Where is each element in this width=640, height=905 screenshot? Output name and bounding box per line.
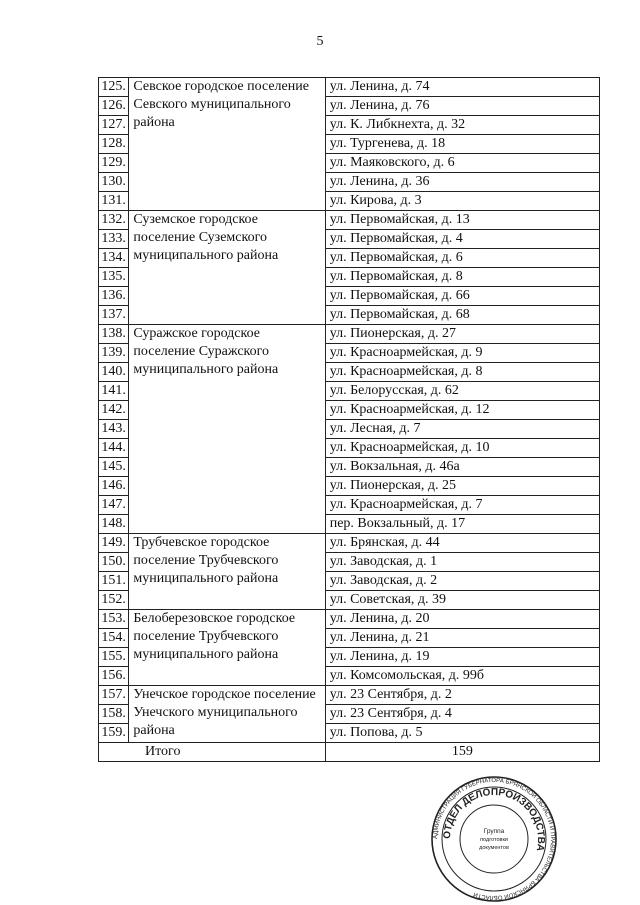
address-cell: ул. Ленина, д. 21 bbox=[325, 629, 599, 648]
address-cell: ул. Первомайская, д. 68 bbox=[325, 306, 599, 325]
address-cell: ул. Лесная, д. 7 bbox=[325, 420, 599, 439]
stamp-center-line-1: Группа bbox=[483, 828, 505, 835]
stamp-ring-text: АДМИНИСТРАЦИЯ ГУБЕРНАТОРА БРЯНСКОЙ ОБЛАСТИ И ПРАВИТЕЛЬСТВА БРЯНСКОЙ ОБЛАСТИ bbox=[432, 777, 556, 901]
row-number: 136. bbox=[99, 287, 129, 306]
address-cell: ул. Ленина, д. 36 bbox=[325, 173, 599, 192]
row-number: 149. bbox=[99, 534, 129, 553]
row-number: 150. bbox=[99, 553, 129, 572]
address-cell: ул. Заводская, д. 1 bbox=[325, 553, 599, 572]
address-cell: пер. Вокзальный, д. 17 bbox=[325, 515, 599, 534]
row-number: 145. bbox=[99, 458, 129, 477]
address-cell: ул. Белорусская, д. 62 bbox=[325, 382, 599, 401]
row-number: 159. bbox=[99, 724, 129, 743]
registry-table-body bbox=[99, 78, 600, 762]
row-number: 157. bbox=[99, 686, 129, 705]
address-cell: ул. Заводская, д. 2 bbox=[325, 572, 599, 591]
address-cell: ул. Ленина, д. 19 bbox=[325, 648, 599, 667]
row-number: 154. bbox=[99, 629, 129, 648]
address-cell: ул. Ленина, д. 74 bbox=[325, 78, 599, 97]
address-cell: ул. Пионерская, д. 27 bbox=[325, 325, 599, 344]
row-number: 125. bbox=[99, 78, 129, 97]
row-number: 141. bbox=[99, 382, 129, 401]
row-number: 133. bbox=[99, 230, 129, 249]
row-number: 148. bbox=[99, 515, 129, 534]
page-number: 5 bbox=[316, 34, 324, 49]
table-row bbox=[99, 78, 600, 97]
row-number: 158. bbox=[99, 705, 129, 724]
address-cell: ул. 23 Сентября, д. 2 bbox=[325, 686, 599, 705]
row-number: 134. bbox=[99, 249, 129, 268]
row-number: 146. bbox=[99, 477, 129, 496]
row-number: 129. bbox=[99, 154, 129, 173]
stamp-center-line-3: документов bbox=[479, 845, 509, 851]
official-stamp bbox=[430, 775, 558, 903]
address-cell: ул. Красноармейская, д. 12 bbox=[325, 401, 599, 420]
table-row bbox=[99, 211, 600, 230]
row-number: 135. bbox=[99, 268, 129, 287]
address-cell: ул. Пионерская, д. 25 bbox=[325, 477, 599, 496]
table-row bbox=[99, 610, 600, 629]
row-number: 140. bbox=[99, 363, 129, 382]
stamp-center-line-2: подготовки bbox=[480, 837, 508, 843]
row-number: 156. bbox=[99, 667, 129, 686]
address-cell: ул. 23 Сентября, д. 4 bbox=[325, 705, 599, 724]
address-cell: ул. Первомайская, д. 66 bbox=[325, 287, 599, 306]
address-cell: ул. Красноармейская, д. 7 bbox=[325, 496, 599, 515]
registry-table bbox=[98, 77, 600, 762]
address-cell: ул. Вокзальная, д. 46а bbox=[325, 458, 599, 477]
address-cell: ул. К. Либкнехта, д. 32 bbox=[325, 116, 599, 135]
address-cell: ул. Кирова, д. 3 bbox=[325, 192, 599, 211]
address-cell: ул. Советская, д. 39 bbox=[325, 591, 599, 610]
row-number: 132. bbox=[99, 211, 129, 230]
address-cell: ул. Красноармейская, д. 8 bbox=[325, 363, 599, 382]
row-number: 151. bbox=[99, 572, 129, 591]
table-row bbox=[99, 534, 600, 553]
row-number: 142. bbox=[99, 401, 129, 420]
address-cell: ул. Первомайская, д. 13 bbox=[325, 211, 599, 230]
total-row bbox=[99, 743, 600, 762]
row-number: 143. bbox=[99, 420, 129, 439]
total-label: Итого bbox=[99, 743, 326, 762]
row-number: 144. bbox=[99, 439, 129, 458]
address-cell: ул. Ленина, д. 20 bbox=[325, 610, 599, 629]
row-number: 139. bbox=[99, 344, 129, 363]
row-number: 131. bbox=[99, 192, 129, 211]
address-cell: ул. Красноармейская, д. 9 bbox=[325, 344, 599, 363]
address-cell: ул. Ленина, д. 76 bbox=[325, 97, 599, 116]
address-cell: ул. Первомайская, д. 4 bbox=[325, 230, 599, 249]
municipality-cell: Трубчевское городское поселение Трубчевского муниципального района bbox=[129, 534, 325, 610]
row-number: 137. bbox=[99, 306, 129, 325]
table-row bbox=[99, 686, 600, 705]
total-value: 159 bbox=[325, 743, 599, 762]
row-number: 128. bbox=[99, 135, 129, 154]
row-number: 153. bbox=[99, 610, 129, 629]
row-number: 127. bbox=[99, 116, 129, 135]
address-cell: ул. Комсомольская, д. 99б bbox=[325, 667, 599, 686]
row-number: 147. bbox=[99, 496, 129, 515]
municipality-cell: Суражское городское поселение Суражского муниципального района bbox=[129, 325, 325, 534]
municipality-cell: Унечское городское поселение Унечского муниципального района bbox=[129, 686, 325, 743]
address-cell: ул. Тургенева, д. 18 bbox=[325, 135, 599, 154]
address-cell: ул. Первомайская, д. 6 bbox=[325, 249, 599, 268]
stamp-arc-text: ОТДЕЛ ДЕЛОПРОИЗВОДСТВА bbox=[441, 786, 547, 853]
address-cell: ул. Маяковского, д. 6 bbox=[325, 154, 599, 173]
address-cell: ул. Попова, д. 5 bbox=[325, 724, 599, 743]
row-number: 138. bbox=[99, 325, 129, 344]
address-cell: ул. Красноармейская, д. 10 bbox=[325, 439, 599, 458]
row-number: 130. bbox=[99, 173, 129, 192]
municipality-cell: Севское городское поселение Севского муниципального района bbox=[129, 78, 325, 211]
address-cell: ул. Первомайская, д. 8 bbox=[325, 268, 599, 287]
table-row bbox=[99, 325, 600, 344]
row-number: 126. bbox=[99, 97, 129, 116]
row-number: 155. bbox=[99, 648, 129, 667]
row-number: 152. bbox=[99, 591, 129, 610]
address-cell: ул. Брянская, д. 44 bbox=[325, 534, 599, 553]
municipality-cell: Белоберезовское городское поселение Трубчевского муниципального района bbox=[129, 610, 325, 686]
municipality-cell: Суземское городское поселение Суземского муниципального района bbox=[129, 211, 325, 325]
